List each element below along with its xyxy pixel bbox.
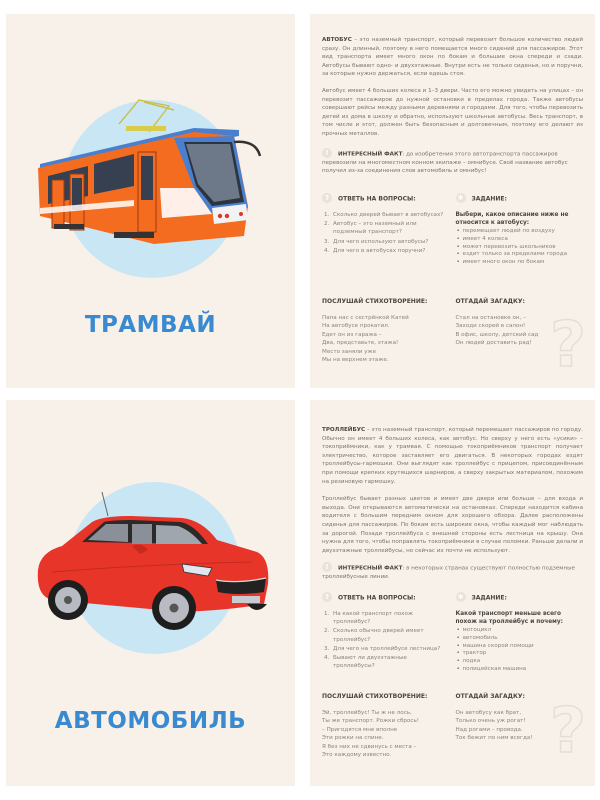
poem-heading: ПОСЛУШАЙ СТИХОТВОРЕНИЕ: [322, 693, 428, 700]
task-item: • имеет много окон по бокам [456, 259, 584, 267]
task-item: • ездит только за пределами города [456, 251, 584, 259]
task-item: • полицейская машина [456, 666, 584, 674]
riddle-line: Только очень уж рогат! [455, 718, 526, 725]
task-star-icon [456, 592, 466, 602]
car-illustration-icon [32, 492, 272, 642]
trolleybus-task-section [456, 593, 584, 674]
task-item: • имеет 4 колеса [456, 236, 584, 244]
riddle-heading: ОТГАДАЙ ЗАГАДКУ: [455, 693, 525, 700]
poem-line: – Пригодятся мне вполне [322, 726, 398, 733]
question-item: 3. Для чего на троллейбусе лестница? [324, 645, 441, 652]
poem-line: На автобусе прокатил. [322, 323, 390, 330]
riddle-line: Он автобусу как брат, [455, 710, 522, 716]
poem-line: Едет он из гаража – [322, 331, 382, 338]
poem-line: Эй, троллейбус! Ты ж не лось, [322, 710, 412, 716]
question-item: 4. Бывают ли двухэтажные троллейбусы? [324, 655, 407, 670]
questions-heading: ОТВЕТЬ НА ВОПРОСЫ: [338, 195, 416, 203]
question-item: 4. Для чего в автобусах поручни? [324, 247, 426, 254]
task-item: • перемещает людей по воздуху [456, 228, 584, 236]
poem-line: Папа нас с сестрёнкой Катей [322, 315, 409, 321]
riddle-line: Заходи скорей в салон! [455, 323, 526, 330]
poem-line: Место заняли уже [322, 348, 377, 355]
riddle-line: Ток бежит по ним всегда! [455, 735, 533, 742]
poem-line: Я без них не сдвинусь с места – [322, 743, 417, 750]
question-icon [322, 193, 332, 203]
poem-line: Ты же транспорт. Рожки сбрось! [322, 718, 420, 725]
tram-card-front [6, 14, 295, 388]
bus-intro-term: АВТОБУС [322, 37, 352, 43]
task-star-icon [456, 193, 466, 203]
exclamation-icon [322, 562, 332, 572]
trolleybus-card-back [310, 400, 595, 786]
trolleybus-interesting-fact: !ИНТЕРЕСНЫЙ ФАКТ: в некоторых странах существуют полностью подземные троллейбусные линии. [322, 563, 583, 582]
task-item: • автомобиль [456, 635, 584, 643]
poem-line: Два, представьте, этажа! [322, 340, 399, 347]
questions-heading: ОТВЕТЬ НА ВОПРОСЫ: [338, 594, 416, 602]
task-item: • машина скорой помощи [456, 643, 584, 651]
question-item: 2. Сколько обычно дверей имеет троллейбус? [324, 628, 424, 643]
car-card-front [6, 400, 295, 786]
riddle-line: Он людей доставить рад! [455, 340, 532, 347]
riddle-line: Стал на остановке он, – [455, 315, 526, 321]
riddle-line: В офис, школу, детский сад [455, 331, 539, 338]
question-item: 3. Для чего используют автобусы? [324, 238, 429, 245]
poem-line: Это каждому известно. [322, 752, 392, 759]
poem-line: Мы на верхнем этаже. [322, 357, 389, 364]
task-heading: ЗАДАНИЕ: [471, 594, 507, 602]
riddle-heading: ОТГАДАЙ ЗАГАДКУ: [455, 298, 525, 305]
question-item: 1. Сколько дверей бывает в автобусах? [324, 212, 444, 218]
poem-line: Эти рожки на спине. [322, 735, 384, 742]
task-title: Какой транспорт меньше всего похож на троллейбус и почему: [455, 611, 564, 625]
car-title: АВТОМОБИЛЬ [54, 708, 247, 734]
poem-heading: ПОСЛУШАЙ СТИХОТВОРЕНИЕ: [322, 298, 428, 305]
trolleybus-intro-paragraph: ТРОЛЛЕЙБУС – это наземный транспорт, который перемещает пассажиров по городу. Обычно он имеет 4 больших колеса, как автобус. Но сверху у него есть «усики» – токоприёмники, как у трамвая. С помощью токоприёмников транспорт получает электричество, которое заставляет его двигаться. В некоторых городах ездят троллейбусы-гармошки. Они выглядят как троллейбус с прицепом, присоединённым при помощи крепких крутящихся шарниров, а сверху закрытых материалом, похожим на резиновую гармошку. [322, 427, 583, 485]
tram-illustration-icon [34, 96, 274, 246]
riddle-line: Над рогами – провода. [455, 726, 523, 733]
bus-card-back [310, 14, 595, 388]
task-item: • мотоцикл [456, 627, 584, 635]
task-item: • может перевозить школьников [456, 244, 584, 252]
task-title: Выбери, какое описание ниже не относится к автобусу: [455, 212, 569, 226]
task-item: • лодка [456, 658, 584, 666]
tram-title: ТРАМВАЙ [84, 312, 217, 338]
trolleybus-questions-section [322, 593, 456, 674]
trolleybus-intro-term: ТРОЛЛЕЙБУС [322, 427, 366, 433]
task-item: • трактор [456, 650, 584, 658]
question-icon [322, 592, 332, 602]
exclamation-icon [322, 148, 332, 158]
task-heading: ЗАДАНИЕ: [471, 195, 507, 203]
question-item: 1. На какой транспорт похож троллейбус? [324, 611, 413, 626]
bus-interesting-fact: !ИНТЕРЕСНЫЙ ФАКТ: до изобретения этого автотранспорта пассажиров перевозили на многоместном конном экипаже – омнибусе. Своё название автобус получил из-за соединения слов автомобиль и омнибус! [322, 149, 583, 176]
big-question-mark-icon: ? [550, 308, 586, 381]
big-question-mark-icon: ? [550, 694, 586, 767]
bus-poem-section [322, 297, 456, 364]
bus-paragraph-2: Автобус имеет 4 больших колеса и 1–3 двери. Часто его можно увидеть на улицах – он перевозит пассажиров до нужной остановки в пределах города. Также автобусы совершают рейсы между разными деревнями и городами. Для того, чтобы перевозить детей из дома в школу и обратно, используют школьные автобусы. Весь транспорт, в том числе и этот, должен быть безопасным и долговечным, поэтому его делают из прочных металлов. [322, 87, 583, 137]
trolleybus-poem-section [322, 692, 456, 759]
question-item: 2. Автобус – это наземный или подземный транспорт? [324, 221, 417, 236]
bus-intro-paragraph: АВТОБУС – это наземный транспорт, который перевозит большое количество людей сразу. Он длинный, поэтому в него помещается много сидений для пассажиров. Этот вид транспорта имеет много окон по бокам и большие окна спереди и сзади. Автобусы бывают одно- и двухэтажные. Внутри есть не только сиденья, но и поручни, за которые нужно держаться, если едешь стоя. [322, 37, 583, 78]
bus-task-section [456, 194, 584, 267]
trolleybus-paragraph-2: Троллейбус бывает разных цветов и имеет две двери или больше – для входа и выхода. Они открываются автоматически на остановках. Спереди находится кабина водителя с большим передним окном для хорошего обзора. Далее расположены сиденья для пассажиров. По бокам есть широкие окна, чтобы каждый мог наблюдать за дорогой. Позади троллейбуса с внешней стороны есть лестница на крышу. Она нужна для того, чтобы поправлять токоприёмники в случае поломки. Раньше делали и двухэтажные троллейбусы, но сейчас их почти не используют. [322, 496, 583, 554]
bus-questions-section [322, 194, 456, 267]
